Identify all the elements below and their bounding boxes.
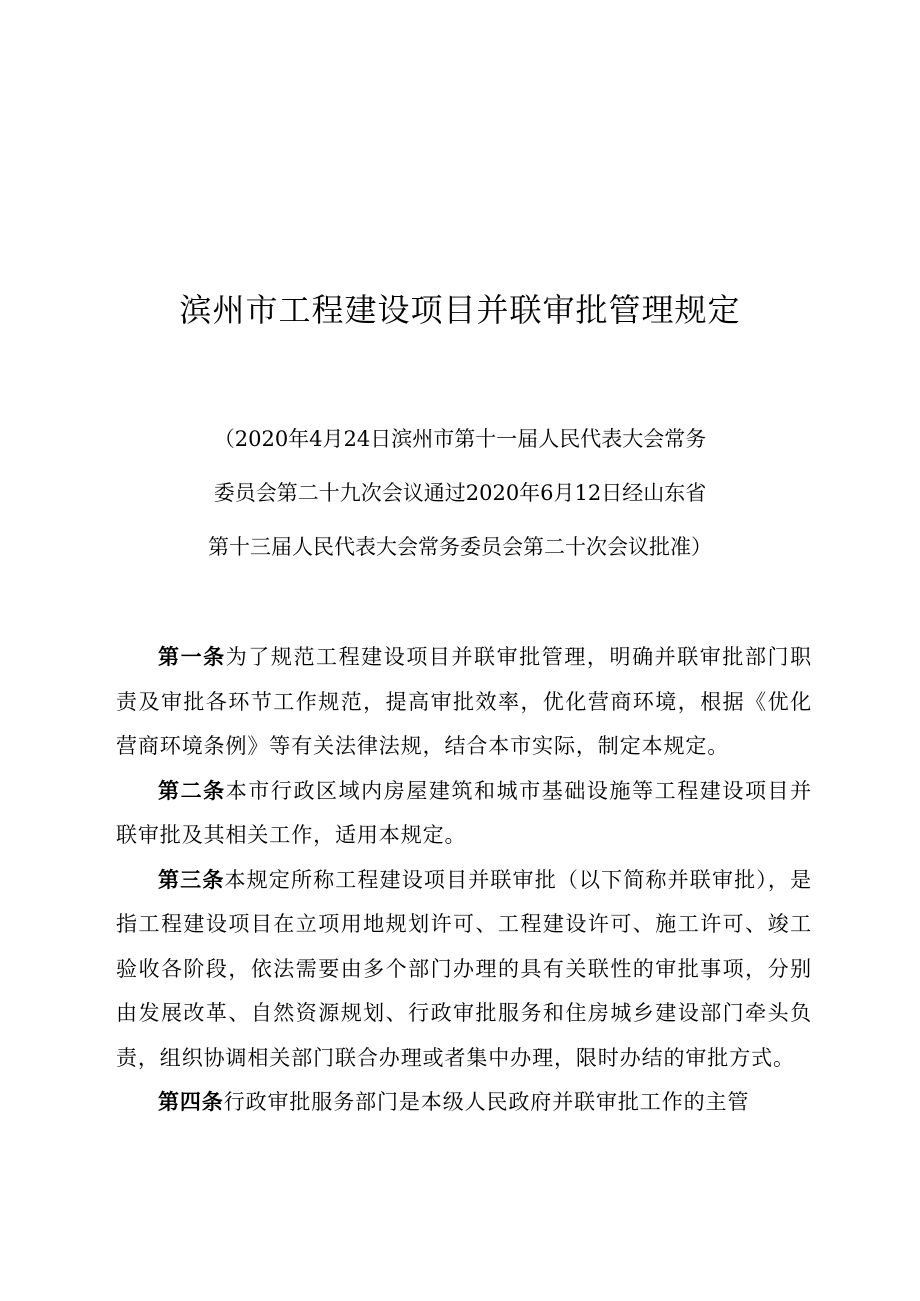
- adoption-note: [0, 412, 920, 574]
- adoption-note-line: 第十三届人民代表大会常务委员会第二十次会议批准）: [208, 535, 712, 559]
- article-2: [116, 769, 812, 858]
- article-text: 行政审批服务部门是本级人民政府并联审批工作的主管: [223, 1090, 750, 1114]
- article-label: 第四条: [158, 1090, 224, 1114]
- article-text: 本规定所称工程建设项目并联审批（以下简称并联审批），是指工程建设项目在立项用地规划许可、工程建设许可、施工许可、竣工验收各阶段，依法需要由多个部门办理的具有关联性的审批事项，分别由发展改革、自然资源规划、行政审批服务和住房城乡建设部门牵头负责，组织协调相关部门联合办理或者集中办理，限时办结的审批方式。: [116, 867, 812, 1070]
- article-4: [116, 1080, 812, 1125]
- article-label: 第二条: [158, 778, 226, 803]
- adoption-note-line: （2020年4月24日滨州市第十一届人民代表大会常务: [213, 427, 707, 451]
- document-title: 滨州市工程建设项目并联审批管理规定: [179, 291, 741, 329]
- article-1: [116, 635, 812, 769]
- article-3: [116, 858, 812, 1081]
- article-label: 第三条: [158, 867, 225, 892]
- article-text: 本市行政区域内房屋建筑和城市基础设施等工程建设项目并联审批及其相关工作，适用本规定。: [116, 778, 812, 847]
- article-text: 为了规范工程建设项目并联审批管理，明确并联审批部门职责及审批各环节工作规范，提高审批效率，优化营商环境，根据《优化营商环境条例》等有关法律法规，结合本市实际，制定本规定。: [116, 645, 812, 758]
- article-label: 第一条: [158, 645, 226, 669]
- adoption-note-line: 委员会第二十九次会议通过2020年6月12日经山东省: [213, 481, 707, 505]
- articles-body: [116, 635, 812, 1125]
